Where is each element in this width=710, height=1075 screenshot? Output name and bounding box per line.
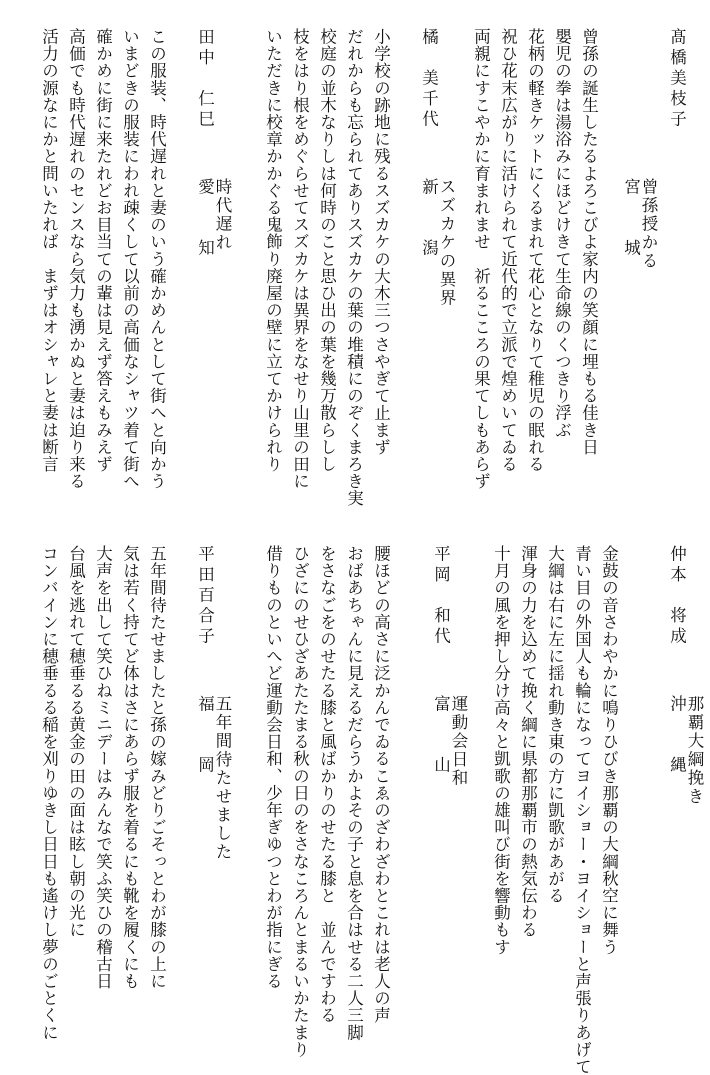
poem-author: 平岡 和代 — [431, 545, 451, 648]
poem-line: 両親にすこやかに育まれませ 祈るこころの果てしもあらず — [471, 28, 491, 490]
poem-line: おばあちゃんに見えるだらうかよその子と息を合はせる二人三脚 — [344, 545, 364, 1041]
poem-title-block — [420, 178, 454, 478]
poem-line: 大綱は右に左に揺れ動き東の方に凱歌があがる — [545, 545, 565, 905]
poem-line: 五年間待たせましたと孫の嫁みどりごそっとわが膝の上に — [147, 545, 167, 990]
poem-title: 五年間待たせました — [213, 695, 232, 862]
poem-line: 曾孫の誕生したるよろこびよ家内の笑顔に埋もる佳き日 — [579, 28, 599, 456]
poem-title: 運動会日和 — [449, 695, 468, 788]
poem-line: コンバインに穂垂るる稲を刈りゆきし日日も遙けし夢のごとくに — [39, 545, 59, 1041]
poem-line: 大声を出して笑ひねミニデーはみんなで笑ふ笑ひの稽古日 — [93, 545, 113, 990]
poem-author: 髙橋美枝子 — [667, 28, 687, 131]
poem-prefecture: 福 岡 — [195, 695, 215, 787]
poem-line: 台風を逃れて穂垂るる黄金の田の面は眩し朝の光に — [66, 545, 86, 939]
poem-title: 曾孫授かる — [639, 178, 658, 271]
poem-line: だれからも忘られてありスズカケの葉の堆積にのぞくまろき実 — [344, 28, 364, 507]
poem-line: 十月の風を押し分け高々と凱歌の雄叫び街を響動もす — [491, 545, 511, 956]
poem-prefecture: 宮 城 — [621, 178, 641, 270]
poem-prefecture: 富 山 — [431, 695, 451, 787]
poem-title: 那覇大綱挽き — [685, 695, 704, 806]
poem-prefecture: 新 潟 — [419, 178, 439, 270]
poem-line: ひざにのせひざあたたまる秋の日のをさなころんとまるいかたまり — [290, 545, 310, 1058]
poem-line: 確かめに街に来たれどお目当ての輩は見えず答えもみえず — [93, 28, 113, 473]
poem-line: いまどきの服装にわれ疎くして以前の高価なシャツ着て街へ — [120, 28, 140, 490]
poem-author: 田中 仁巳 — [195, 28, 215, 131]
poem-line: この服装、時代遅れと妻のいう確かめんとして街へと向かう — [147, 28, 167, 490]
poem-line: 腰ほどの高さに泛かんでゐるこゑのざわざわとこれは老人の声 — [371, 545, 391, 1024]
poem-line: 枝をはり根をめぐらせてスズカケは異界をなせり山里の田に — [290, 28, 310, 490]
poem-title: 時代遅れ — [213, 178, 232, 252]
poem-title-block — [432, 695, 466, 995]
poem-line: 青い目の外国人も輪になってヨイショー・ヨイショーと声張りあげて — [572, 545, 592, 1075]
poem-prefecture: 愛 知 — [195, 178, 215, 270]
poem-author: 仲本 将成 — [667, 545, 687, 648]
poem-line: 校庭の並木なりしは何時のこと思ひ出の葉を幾万散らしし — [317, 28, 337, 473]
poem-line: 祝ひ花末広がりに活けられて近代的で立派で煌めいてゐる — [498, 28, 518, 473]
poem-line: 渾身の力を込めて挽く綱に県都那覇市の熱気伝わる — [518, 545, 538, 939]
poem-line: 活力の源なにかと問いたれば まずはオシャレと妻は断言 — [39, 28, 59, 473]
poem-line: いただきに校章かかぐる鬼飾り廃屋の壁に立てかけられり — [263, 28, 283, 473]
poem-title-block — [622, 178, 656, 478]
top-section — [0, 0, 710, 517]
poem-title-block — [196, 178, 230, 478]
poem-line: 小学校の跡地に残るスズカケの大木三つさやぎて止まず — [371, 28, 391, 456]
poem-line: 気は若く持てど体はさにあらず服を着るにも靴を履くにも — [120, 545, 140, 990]
poem-line: をさなごをのせたる膝と風ばかりのせたる膝と 並んですわる — [317, 545, 337, 1024]
poem-title: スズカケの異界 — [437, 178, 456, 308]
poem-author: 橘 美千代 — [419, 28, 439, 131]
poem-prefecture: 沖 縄 — [667, 695, 687, 787]
poem-line: 金鼓の音さわやかに鳴りひびき那覇の大綱秋空に舞う — [599, 545, 619, 956]
bottom-section — [0, 517, 710, 1075]
poem-title-block — [668, 695, 702, 995]
poem-line: 借りものといへど運動会日和、少年ぎゆつとわが指にぎる — [263, 545, 283, 990]
poem-line: 高価でも時代遅れのセンスなら気力も湧かぬと妻は迫り来る — [66, 28, 86, 490]
poem-title-block — [196, 695, 230, 995]
poem-line: 嬰児の拳は湯浴みにほどけきて生命線のくつきり浮ぶ — [552, 28, 572, 439]
poem-author: 平田百合子 — [195, 545, 215, 648]
poem-line: 花柄の軽きケットにくるまれて花心となりて稚児の眠れる — [525, 28, 545, 473]
